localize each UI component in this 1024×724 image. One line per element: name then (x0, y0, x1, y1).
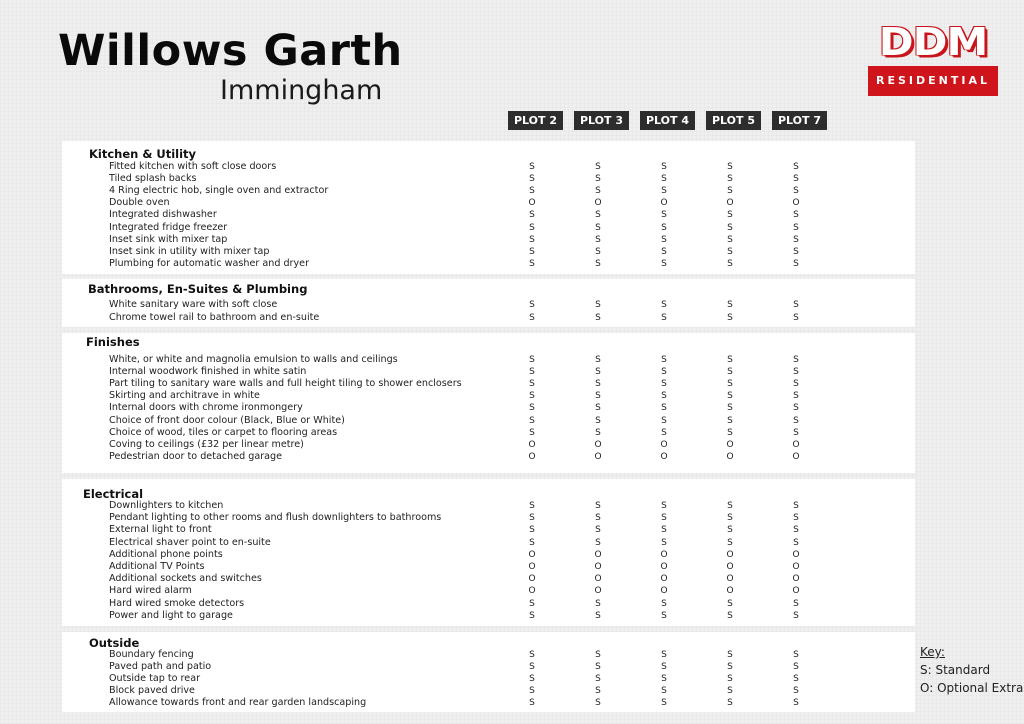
plot-value-cell: S (793, 698, 799, 709)
plot-value-cell: S (793, 391, 799, 402)
plot-value-cell: S (595, 501, 601, 511)
plot-value-cell: O (594, 574, 602, 585)
plot-value-cell: S (661, 686, 667, 697)
plot-value-cell: S (661, 258, 667, 269)
plot-value-cell: S (529, 650, 535, 660)
plot-header: PLOT 4 (640, 111, 695, 130)
plot-value-cell: S (529, 379, 535, 390)
plot-value-cell: S (529, 403, 535, 414)
feature-label: Plumbing for automatic washer and dryer (109, 257, 310, 269)
plot-value-cell: S (661, 174, 667, 185)
plot-value-cell: O (594, 198, 602, 209)
plot-value-cell: O (726, 549, 734, 560)
plot-value-cell: S (727, 403, 733, 414)
plot-value-cell: S (661, 355, 667, 365)
feature-label: Part tiling to sanitary ware walls and full height tiling to shower enclosers (109, 378, 462, 390)
plot-value-cell: S (595, 379, 601, 390)
key-optional: O: Optional Extra (920, 681, 1024, 695)
plot-header: PLOT 2 (508, 111, 563, 130)
feature-label: Integrated fridge freezer (109, 221, 228, 233)
table-row (62, 500, 915, 512)
plot-value-cell: S (727, 258, 733, 269)
plot-value-cell: S (529, 391, 535, 402)
plot-value-cell: S (793, 513, 799, 524)
table-row (62, 222, 915, 234)
plot-value-cell: S (793, 367, 799, 378)
plot-value-cell: O (528, 439, 536, 450)
plot-value-cell: S (595, 403, 601, 414)
plot-value-cell: S (529, 355, 535, 365)
table-row (62, 402, 915, 414)
plot-value-cell: S (529, 686, 535, 697)
plot-value-cell: S (529, 162, 535, 172)
plot-value-cell: S (595, 598, 601, 609)
plot-value-cell: O (726, 562, 734, 572)
plot-value-cell: S (595, 537, 601, 548)
plot-value-cell: S (793, 525, 799, 536)
plot-value-cell: O (594, 562, 602, 572)
plot-value-cell: O (528, 562, 536, 572)
plot-value-cell: S (793, 501, 799, 511)
plot-value-cell: S (595, 162, 601, 172)
feature-label: Integrated dishwasher (109, 209, 217, 221)
plot-value-cell: S (727, 222, 733, 233)
plot-value-cell: S (661, 698, 667, 709)
plot-value-cell: S (793, 674, 799, 685)
plot-value-cell: S (595, 662, 601, 673)
plot-value-cell: S (793, 403, 799, 414)
plot-value-cell: S (727, 501, 733, 511)
plot-value-cell: O (792, 439, 800, 450)
plot-value-cell: S (661, 650, 667, 660)
plot-value-cell: S (727, 415, 733, 426)
plot-value-cell: O (660, 549, 668, 560)
plot-value-cell: O (594, 451, 602, 462)
table-row (62, 685, 915, 697)
plot-value-cell: S (661, 312, 667, 323)
table-row (62, 585, 915, 597)
feature-label: Outside tap to rear (109, 673, 201, 685)
table-row (62, 673, 915, 685)
table-row (62, 390, 915, 402)
section-bathrooms-plumbing (62, 279, 915, 327)
plot-value-cell: O (594, 549, 602, 560)
plot-value-cell: S (727, 698, 733, 709)
table-row (62, 209, 915, 221)
plot-value-cell: S (727, 174, 733, 185)
table-row (62, 246, 915, 258)
plot-value-cell: O (792, 198, 800, 209)
plot-value-cell: S (793, 210, 799, 221)
section-title: Bathrooms, En-Suites & Plumbing (88, 282, 308, 296)
plot-value-cell: S (727, 674, 733, 685)
plot-value-cell: S (529, 300, 535, 310)
plot-value-cell: S (529, 698, 535, 709)
plot-value-cell: S (529, 258, 535, 269)
plot-value-cell: S (727, 513, 733, 524)
feature-label: Coving to ceilings (£32 per linear metre) (109, 438, 304, 450)
table-row (62, 378, 915, 390)
key-title: Key: (920, 645, 945, 659)
plot-value-cell: S (595, 686, 601, 697)
plot-value-cell: O (594, 586, 602, 597)
plot-header: PLOT 3 (574, 111, 629, 130)
plot-value-cell: S (595, 258, 601, 269)
feature-label: Internal doors with chrome ironmongery (109, 402, 303, 414)
plot-value-cell: S (529, 501, 535, 511)
plot-value-cell: S (727, 662, 733, 673)
feature-label: Internal woodwork finished in white satin (109, 366, 307, 378)
plot-value-cell: S (793, 246, 799, 257)
logo-brand: DDM (878, 18, 988, 64)
plot-value-cell: S (793, 662, 799, 673)
section-title: Finishes (86, 335, 140, 349)
table-row (62, 512, 915, 524)
plot-value-cell: S (793, 415, 799, 426)
plot-value-cell: S (529, 174, 535, 185)
table-row (62, 197, 915, 209)
plot-value-cell: S (661, 537, 667, 548)
feature-label: Boundary fencing (109, 649, 194, 660)
table-row (62, 415, 915, 427)
plot-value-cell: S (595, 234, 601, 245)
plot-value-cell: S (727, 355, 733, 365)
plot-value-cell: S (793, 186, 799, 197)
feature-label: White sanitary ware with soft close (109, 299, 278, 310)
table-row (62, 299, 915, 311)
table-row (62, 610, 915, 622)
feature-label: Skirting and architrave in white (109, 390, 260, 402)
table-row (62, 234, 915, 246)
section-outside (62, 632, 915, 712)
plot-value-cell: S (529, 525, 535, 536)
plot-value-cell: S (727, 650, 733, 660)
table-row (62, 549, 915, 561)
plot-value-cell: S (595, 174, 601, 185)
table-row (62, 439, 915, 451)
table-row (62, 451, 915, 463)
plot-value-cell: S (529, 662, 535, 673)
plot-value-cell: S (727, 312, 733, 323)
plot-value-cell: S (661, 513, 667, 524)
plot-value-cell: O (660, 451, 668, 462)
plot-header: PLOT 7 (772, 111, 827, 130)
table-row (62, 561, 915, 573)
plot-value-cell: S (661, 501, 667, 511)
feature-label: Downlighters to kitchen (109, 500, 224, 511)
plot-value-cell: O (726, 574, 734, 585)
section-title: Kitchen & Utility (89, 147, 197, 161)
feature-label: Inset sink with mixer tap (109, 233, 228, 245)
plot-value-cell: O (528, 574, 536, 585)
section-title: Outside (89, 636, 140, 650)
plot-value-cell: S (529, 427, 535, 438)
plot-value-cell: S (595, 355, 601, 365)
plot-value-cell: S (793, 598, 799, 609)
feature-label: Chrome towel rail to bathroom and en-suite (109, 311, 320, 323)
section-title: Electrical (83, 487, 144, 501)
feature-label: Paved path and patio (109, 661, 212, 673)
plot-value-cell: S (529, 537, 535, 548)
plot-value-cell: S (529, 598, 535, 609)
feature-label: Inset sink in utility with mixer tap (109, 245, 270, 257)
key-standard: S: Standard (920, 663, 991, 677)
page-subtitle: Immingham (220, 75, 383, 106)
plot-value-cell: S (727, 427, 733, 438)
plot-value-cell: S (595, 210, 601, 221)
feature-label: Block paved drive (109, 685, 195, 697)
page-title: Willows Garth (58, 26, 403, 76)
plot-value-cell: S (793, 610, 799, 621)
plot-value-cell: O (528, 549, 536, 560)
plot-value-cell: O (726, 198, 734, 209)
plot-value-cell: S (595, 525, 601, 536)
plot-value-cell: S (661, 222, 667, 233)
feature-label: Allowance towards front and rear garden landscaping (109, 697, 367, 709)
plot-value-cell: S (661, 300, 667, 310)
plot-value-cell: O (660, 562, 668, 572)
plot-value-cell: S (661, 525, 667, 536)
plot-value-cell: S (793, 174, 799, 185)
plot-value-cell: S (727, 610, 733, 621)
plot-value-cell: S (793, 222, 799, 233)
plot-value-cell: S (529, 246, 535, 257)
plot-value-cell: S (793, 300, 799, 310)
plot-value-cell: S (727, 686, 733, 697)
plot-value-cell: S (727, 598, 733, 609)
feature-label: Hard wired alarm (109, 585, 192, 597)
plot-value-cell: S (661, 403, 667, 414)
feature-label: Electrical shaver point to en-suite (109, 536, 271, 548)
table-row (62, 366, 915, 378)
table-row (62, 427, 915, 439)
plot-value-cell: S (793, 312, 799, 323)
table-row (62, 697, 915, 709)
feature-label: Choice of front door colour (Black, Blue or White) (109, 414, 345, 426)
plot-value-cell: S (793, 427, 799, 438)
plot-value-cell: S (727, 234, 733, 245)
plot-value-cell: S (727, 391, 733, 402)
plot-value-cell: S (727, 162, 733, 172)
plot-value-cell: O (792, 549, 800, 560)
plot-value-cell: S (661, 415, 667, 426)
table-row (62, 598, 915, 610)
feature-label: Tiled splash backs (109, 173, 197, 185)
plot-value-cell: S (661, 391, 667, 402)
table-row (62, 354, 915, 366)
plot-value-cell: S (529, 312, 535, 323)
plot-value-cell: S (595, 698, 601, 709)
plot-value-cell: S (661, 210, 667, 221)
feature-label: White, or white and magnolia emulsion to walls and ceilings (109, 354, 398, 365)
plot-value-cell: S (661, 379, 667, 390)
plot-value-cell: S (661, 610, 667, 621)
plot-value-cell: S (595, 312, 601, 323)
plot-value-cell: S (793, 355, 799, 365)
plot-value-cell: S (529, 210, 535, 221)
table-row (62, 649, 915, 661)
plot-value-cell: S (661, 427, 667, 438)
plot-value-cell: S (661, 367, 667, 378)
plot-value-cell: S (793, 258, 799, 269)
plot-value-cell: S (793, 686, 799, 697)
plot-value-cell: O (528, 586, 536, 597)
plot-value-cell: S (529, 234, 535, 245)
plot-value-cell: O (660, 439, 668, 450)
plot-value-cell: S (529, 186, 535, 197)
ddm-residential-logo (868, 20, 998, 96)
feature-label: Additional phone points (109, 548, 223, 560)
plot-header: PLOT 5 (706, 111, 761, 130)
plot-value-cell: O (660, 586, 668, 597)
plot-value-cell: S (661, 186, 667, 197)
feature-label: Choice of wood, tiles or carpet to flooring areas (109, 426, 338, 438)
plot-value-cell: S (661, 674, 667, 685)
plot-value-cell: S (727, 300, 733, 310)
feature-label: Additional sockets and switches (109, 573, 262, 585)
plot-value-cell: S (661, 246, 667, 257)
table-row (62, 573, 915, 585)
plot-value-cell: S (727, 246, 733, 257)
feature-label: Fitted kitchen with soft close doors (109, 161, 277, 172)
plot-value-cell: S (595, 674, 601, 685)
plot-value-cell: S (529, 513, 535, 524)
plot-value-cell: S (529, 367, 535, 378)
feature-label: Pedestrian door to detached garage (109, 450, 283, 462)
table-row (62, 661, 915, 673)
plot-value-cell: O (792, 586, 800, 597)
plot-value-cell: S (595, 610, 601, 621)
plot-value-cell: S (529, 415, 535, 426)
plot-value-cell: S (793, 379, 799, 390)
plot-value-cell: S (595, 391, 601, 402)
table-row (62, 524, 915, 536)
plot-value-cell: S (595, 415, 601, 426)
feature-label: 4 Ring electric hob, single oven and extractor (109, 185, 329, 197)
table-row (62, 312, 915, 324)
plot-value-cell: S (595, 367, 601, 378)
plot-value-cell: S (727, 210, 733, 221)
section-electrical (62, 479, 915, 626)
table-row (62, 185, 915, 197)
plot-value-cell: S (793, 234, 799, 245)
table-row (62, 173, 915, 185)
plot-value-cell: O (726, 451, 734, 462)
plot-value-cell: S (529, 610, 535, 621)
plot-value-cell: S (595, 246, 601, 257)
table-row (62, 258, 915, 270)
logo-underline (868, 94, 998, 96)
plot-value-cell: O (792, 574, 800, 585)
feature-label: Power and light to garage (109, 609, 233, 621)
plot-value-cell: S (793, 537, 799, 548)
plot-value-cell: S (529, 674, 535, 685)
plot-value-cell: S (727, 537, 733, 548)
plot-value-cell: S (595, 186, 601, 197)
section-kitchen-utility (62, 141, 915, 274)
feature-label: Pendant lighting to other rooms and flush downlighters to bathrooms (109, 512, 442, 524)
table-row (62, 537, 915, 549)
key-legend (920, 643, 1023, 697)
plot-value-cell: S (727, 525, 733, 536)
plot-value-cell: O (594, 439, 602, 450)
plot-value-cell: O (528, 451, 536, 462)
feature-label: Hard wired smoke detectors (109, 597, 245, 609)
plot-value-cell: S (661, 234, 667, 245)
plot-value-cell: O (792, 562, 800, 572)
plot-value-cell: O (660, 198, 668, 209)
section-finishes (62, 333, 915, 473)
plot-value-cell: S (661, 162, 667, 172)
plot-value-cell: O (726, 439, 734, 450)
plot-value-cell: S (661, 598, 667, 609)
plot-value-cell: S (595, 300, 601, 310)
plot-value-cell: S (595, 222, 601, 233)
plot-value-cell: S (595, 513, 601, 524)
table-row (62, 161, 915, 173)
logo-tagline: RESIDENTIAL (868, 66, 998, 94)
plot-value-cell: S (727, 379, 733, 390)
plot-value-cell: S (529, 222, 535, 233)
plot-value-cell: O (660, 574, 668, 585)
plot-value-cell: S (595, 427, 601, 438)
plot-value-cell: S (727, 186, 733, 197)
plot-value-cell: O (528, 198, 536, 209)
plot-value-cell: S (661, 662, 667, 673)
feature-label: Double oven (109, 197, 170, 209)
feature-label: External light to front (109, 524, 212, 536)
plot-value-cell: O (792, 451, 800, 462)
plot-value-cell: S (727, 367, 733, 378)
feature-label: Additional TV Points (109, 561, 205, 572)
plot-value-cell: S (595, 650, 601, 660)
plot-value-cell: S (793, 162, 799, 172)
plot-value-cell: O (726, 586, 734, 597)
plot-value-cell: S (793, 650, 799, 660)
